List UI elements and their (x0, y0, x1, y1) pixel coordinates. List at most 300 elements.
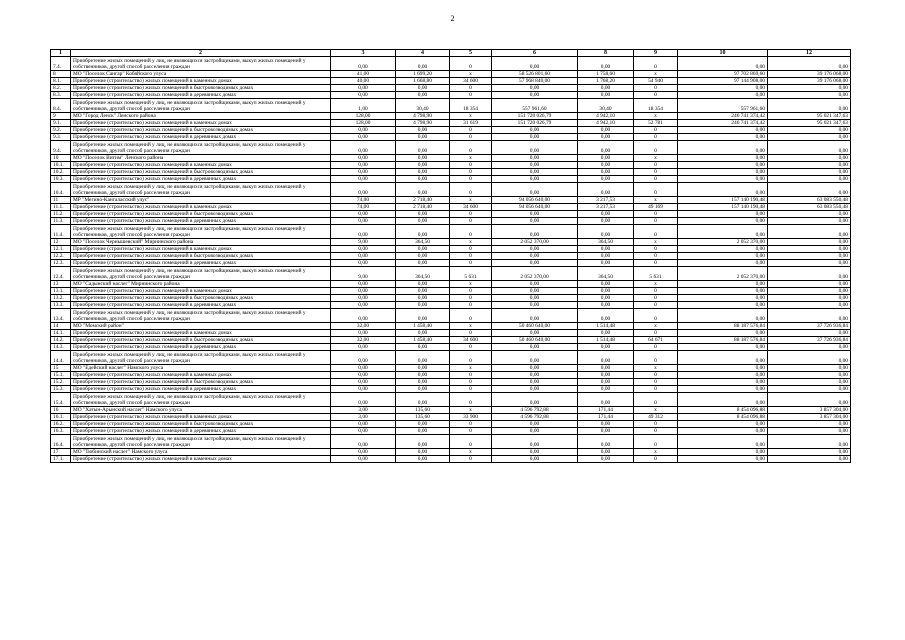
col-9-cell: 0 (634, 218, 678, 225)
table-row (51, 379, 851, 386)
col-9-cell: x (634, 239, 678, 246)
row-code-cell: 15.1. (51, 372, 71, 379)
col-3-cell: 0,00 (331, 379, 396, 386)
col-10-cell: 246 741 374,42 (678, 120, 768, 127)
col-9-cell: 0 (634, 141, 678, 155)
col-9-cell: 49 169 (634, 204, 678, 211)
description-cell: Приобретение жилых помещений у лиц, не являющихся застройщиками, выкуп жилых помещений у собственников, другой способ расселения граждан (71, 57, 331, 71)
row-code-cell: 13.4. (51, 309, 71, 323)
col-10-cell: 0,00 (678, 162, 768, 169)
col-9-cell: 0 (634, 435, 678, 449)
col-8-cell: 0,00 (578, 309, 634, 323)
col-9-cell: 52 781 (634, 120, 678, 127)
col-12-cell: 0,00 (768, 85, 851, 92)
description-cell: Приобретение (строительство) жилых помещений в каменных домах (71, 288, 331, 295)
row-code-cell: 10.1. (51, 162, 71, 169)
col-6-cell: 0,00 (492, 456, 578, 463)
col-3-cell: 0,00 (331, 309, 396, 323)
col-9-cell: 0 (634, 309, 678, 323)
page-number: 2 (450, 14, 455, 23)
col-10-cell: 0,00 (678, 365, 768, 372)
col-9-cell: 0 (634, 246, 678, 253)
row-code-cell: 8.2. (51, 85, 71, 92)
table-row (51, 127, 851, 134)
col-4-cell: 0,00 (396, 330, 450, 337)
col-10-cell: 88 187 576,84 (678, 337, 768, 344)
description-cell: Приобретение жилых помещений у лиц, не являющихся застройщиками, выкуп жилых помещений у собственников, другой способ расселения граждан (71, 141, 331, 155)
table-row (51, 435, 851, 449)
col-5-cell: 18 354 (450, 99, 492, 113)
col-4-cell: 364,50 (396, 267, 450, 281)
col-4-cell: 0,00 (396, 449, 450, 456)
row-code-cell: 9.1. (51, 120, 71, 127)
row-code-cell: 10.2. (51, 169, 71, 176)
col-3-cell: 0,00 (331, 260, 396, 267)
table-row (51, 120, 851, 127)
col-4-cell: 0,00 (396, 246, 450, 253)
col-10-cell: 0,00 (678, 155, 768, 162)
col-3-cell: 0,00 (331, 428, 396, 435)
col-4-cell: 1 699,20 (396, 71, 450, 78)
col-10-cell: 0,00 (678, 435, 768, 449)
col-10-cell: 0,00 (678, 141, 768, 155)
col-5-cell: 0 (450, 428, 492, 435)
col-10-cell: 157 140 190,48 (678, 204, 768, 211)
description-cell: Приобретение (строительство) жилых помещений в деревянных домах (71, 218, 331, 225)
description-cell: МР "Мегино-Кангаласский улус" (71, 197, 331, 204)
col-3-cell: 0,00 (331, 246, 396, 253)
col-9-cell: x (634, 281, 678, 288)
col-5-cell: x (450, 281, 492, 288)
col-12-cell: 0,00 (768, 134, 851, 141)
col-3-cell: 3,00 (331, 414, 396, 421)
col-9-cell: x (634, 197, 678, 204)
table-row (51, 225, 851, 239)
col-4-cell: 0,00 (396, 211, 450, 218)
col-5-cell: 0 (450, 456, 492, 463)
col-8-cell: 0,00 (578, 260, 634, 267)
col-5-cell: 0 (450, 211, 492, 218)
row-code-cell: 16.1. (51, 414, 71, 421)
col-5-cell: 0 (450, 85, 492, 92)
description-cell: Приобретение жилых помещений у лиц, не являющихся застройщиками, выкуп жилых помещений у собственников, другой способ расселения граждан (71, 225, 331, 239)
col-6-cell: 0,00 (492, 211, 578, 218)
col-12-cell: 3 857 304,00 (768, 407, 851, 414)
description-cell: Приобретение (строительство) жилых помещений в быстровозводимых домах (71, 295, 331, 302)
col-3-cell: 0,00 (331, 127, 396, 134)
col-4-cell: 30,40 (396, 99, 450, 113)
col-4-cell: 0,00 (396, 421, 450, 428)
col-10-cell: 0,00 (678, 379, 768, 386)
col-10-cell: 0,00 (678, 134, 768, 141)
table-row (51, 386, 851, 393)
col-5-cell: x (450, 113, 492, 120)
table-row (51, 85, 851, 92)
table-row (51, 204, 851, 211)
description-cell: Приобретение (строительство) жилых помещений в быстровозводимых домах (71, 211, 331, 218)
col-3-cell: 0,00 (331, 281, 396, 288)
table-row (51, 344, 851, 351)
col-4-cell: 2 718,40 (396, 197, 450, 204)
row-code-cell: 9.3. (51, 134, 71, 141)
col-3-cell: 0,00 (331, 183, 396, 197)
table-row (51, 218, 851, 225)
col-5-cell: 0 (450, 92, 492, 99)
table-row (51, 260, 851, 267)
col-8-cell: 0,00 (578, 428, 634, 435)
description-cell: МО "Тюбинский наслег" Намского улуса (71, 449, 331, 456)
table-row (51, 211, 851, 218)
col-12-cell: 39 176 068,00 (768, 71, 851, 78)
description-cell: Приобретение (строительство) жилых помещений в каменных домах (71, 162, 331, 169)
row-code-cell: 14.1. (51, 330, 71, 337)
col-3-cell: 0,00 (331, 134, 396, 141)
col-6-cell: 2 052 370,00 (492, 239, 578, 246)
col-8-cell: 0,00 (578, 351, 634, 365)
col-3-cell: 0,00 (331, 386, 396, 393)
col-8-cell: 0,00 (578, 183, 634, 197)
col-6-cell: 0,00 (492, 85, 578, 92)
col-5-cell: 0 (450, 330, 492, 337)
row-code-cell: 16.2. (51, 421, 71, 428)
table-row (51, 302, 851, 309)
row-code-cell: 9 (51, 113, 71, 120)
col-9-cell: 0 (634, 57, 678, 71)
col-10-cell: 0,00 (678, 288, 768, 295)
col-4-cell: 1 668,80 (396, 78, 450, 85)
col-4-cell: 0,00 (396, 386, 450, 393)
col-9-cell: 18 354 (634, 99, 678, 113)
col-12-cell: 95 021 347,63 (768, 113, 851, 120)
col-9-cell: 0 (634, 288, 678, 295)
col-8-cell: 364,50 (578, 239, 634, 246)
description-cell: МО "Хатын-Арынский наслег" Намского улуса (71, 407, 331, 414)
col-3-cell: 0,00 (331, 211, 396, 218)
col-5-cell: 0 (450, 302, 492, 309)
col-9-cell: 0 (634, 260, 678, 267)
col-9-cell: 0 (634, 169, 678, 176)
col-6-cell: 557 961,60 (492, 99, 578, 113)
col-3-cell: 0,00 (331, 421, 396, 428)
col-9-cell: 0 (634, 330, 678, 337)
col-12-cell: 37 726 936,84 (768, 337, 851, 344)
col-5-cell: 0 (450, 218, 492, 225)
col-3-cell: 0,00 (331, 456, 396, 463)
col-4-cell: 4 798,90 (396, 113, 450, 120)
col-9-cell: 0 (634, 183, 678, 197)
row-code-cell: 14.2. (51, 337, 71, 344)
table-row (51, 323, 851, 330)
col-5-cell: 0 (450, 225, 492, 239)
col-3-cell: 0,00 (331, 141, 396, 155)
col-8-cell: 0,00 (578, 85, 634, 92)
table-row (51, 421, 851, 428)
col-12-cell: 0,00 (768, 267, 851, 281)
col-10-cell: 0,00 (678, 169, 768, 176)
col-6-cell: 151 720 026,79 (492, 120, 578, 127)
col-8-cell: 30,40 (578, 99, 634, 113)
description-cell: Приобретение (строительство) жилых помещений в деревянных домах (71, 134, 331, 141)
description-cell: Приобретение жилых помещений у лиц, не являющихся застройщиками, выкуп жилых помещений у собственников, другой способ расселения граждан (71, 183, 331, 197)
col-10-cell: 0,00 (678, 127, 768, 134)
col-5-cell: 34 600 (450, 204, 492, 211)
table-row (51, 365, 851, 372)
col-6-cell: 0,00 (492, 134, 578, 141)
col-9-cell: 0 (634, 302, 678, 309)
row-code-cell: 8.1. (51, 78, 71, 85)
col-3-cell: 32,00 (331, 323, 396, 330)
col-4-cell: 0,00 (396, 365, 450, 372)
col-6-cell: 0,00 (492, 218, 578, 225)
row-code-cell: 12.4. (51, 267, 71, 281)
col-8-cell: 3 217,53 (578, 197, 634, 204)
col-8-cell: 0,00 (578, 127, 634, 134)
col-12-cell: 0,00 (768, 393, 851, 407)
col-9-cell: 0 (634, 421, 678, 428)
col-5-cell: x (450, 449, 492, 456)
col-8-cell: 0,00 (578, 302, 634, 309)
table-row (51, 288, 851, 295)
col-6-cell: 0,00 (492, 295, 578, 302)
col-12-cell: 63 083 550,48 (768, 204, 851, 211)
col-3-cell: 1,00 (331, 99, 396, 113)
col-6-cell: 0,00 (492, 372, 578, 379)
col-8-cell: 0,00 (578, 169, 634, 176)
col-4-cell: 0,00 (396, 309, 450, 323)
col-9-cell: x (634, 365, 678, 372)
col-3-cell: 32,00 (331, 337, 396, 344)
description-cell: Приобретение (строительство) жилых помещений в каменных домах (71, 204, 331, 211)
row-code-cell: 10.3. (51, 176, 71, 183)
row-code-cell: 14.3. (51, 344, 71, 351)
col-10-cell: 0,00 (678, 92, 768, 99)
col-5-cell: 34 600 (450, 78, 492, 85)
col-12-cell: 37 726 936,84 (768, 323, 851, 330)
row-code-cell: 14.4. (51, 351, 71, 365)
col-6-cell: 0,00 (492, 162, 578, 169)
column-header: 5 (450, 50, 492, 57)
table-row (51, 176, 851, 183)
col-8-cell: 1 514,48 (578, 337, 634, 344)
col-8-cell: 0,00 (578, 92, 634, 99)
col-12-cell: 0,00 (768, 57, 851, 71)
col-10-cell: 0,00 (678, 176, 768, 183)
col-3-cell: 0,00 (331, 92, 396, 99)
col-8-cell: 364,50 (578, 267, 634, 281)
col-9-cell: 0 (634, 428, 678, 435)
col-5-cell: x (450, 407, 492, 414)
col-12-cell: 0,00 (768, 456, 851, 463)
col-4-cell: 0,00 (396, 155, 450, 162)
col-6-cell: 94 056 640,00 (492, 197, 578, 204)
col-10-cell: 0,00 (678, 456, 768, 463)
row-code-cell: 13.3. (51, 302, 71, 309)
col-8-cell: 0,00 (578, 246, 634, 253)
col-12-cell: 0,00 (768, 176, 851, 183)
table-row (51, 239, 851, 246)
col-10-cell: 8 454 096,88 (678, 407, 768, 414)
col-3-cell: 0,00 (331, 225, 396, 239)
col-4-cell: 0,00 (396, 351, 450, 365)
col-9-cell: 0 (634, 225, 678, 239)
col-6-cell: 0,00 (492, 421, 578, 428)
col-5-cell: 33 900 (450, 414, 492, 421)
col-10-cell: 0,00 (678, 225, 768, 239)
description-cell: Приобретение жилых помещений у лиц, не являющихся застройщиками, выкуп жилых помещений у собственников, другой способ расселения граждан (71, 99, 331, 113)
col-10-cell: 0,00 (678, 183, 768, 197)
col-9-cell: 0 (634, 456, 678, 463)
col-12-cell: 0,00 (768, 379, 851, 386)
col-6-cell: 0,00 (492, 428, 578, 435)
col-10-cell: 0,00 (678, 253, 768, 260)
col-4-cell: 0,00 (396, 281, 450, 288)
col-4-cell: 0,00 (396, 302, 450, 309)
description-cell: МО "Едейский наслег" Намского улуса (71, 365, 331, 372)
col-4-cell: 0,00 (396, 372, 450, 379)
col-8-cell: 0,00 (578, 211, 634, 218)
col-3-cell: 128,00 (331, 120, 396, 127)
col-10-cell: 0,00 (678, 351, 768, 365)
col-3-cell: 0,00 (331, 253, 396, 260)
col-12-cell: 0,00 (768, 99, 851, 113)
col-8-cell: 0,00 (578, 253, 634, 260)
col-9-cell: 0 (634, 162, 678, 169)
col-9-cell: 0 (634, 211, 678, 218)
col-9-cell: 0 (634, 351, 678, 365)
col-9-cell: 0 (634, 92, 678, 99)
col-6-cell: 0,00 (492, 127, 578, 134)
table-row (51, 295, 851, 302)
col-10-cell: 0,00 (678, 57, 768, 71)
col-12-cell: 0,00 (768, 365, 851, 372)
description-cell: Приобретение (строительство) жилых помещений в деревянных домах (71, 302, 331, 309)
col-8-cell: 1 768,20 (578, 78, 634, 85)
col-12-cell: 0,00 (768, 225, 851, 239)
col-6-cell: 58 526 801,60 (492, 71, 578, 78)
col-5-cell: 0 (450, 57, 492, 71)
col-4-cell: 0,00 (396, 169, 450, 176)
col-9-cell: 0 (634, 386, 678, 393)
col-6-cell: 0,00 (492, 246, 578, 253)
col-8-cell: 0,00 (578, 281, 634, 288)
col-5-cell: 0 (450, 344, 492, 351)
col-5-cell: 0 (450, 246, 492, 253)
col-4-cell: 0,00 (396, 218, 450, 225)
col-3-cell: 0,00 (331, 155, 396, 162)
col-12-cell: 0,00 (768, 435, 851, 449)
col-8-cell: 3 217,53 (578, 204, 634, 211)
row-code-cell: 11.3. (51, 218, 71, 225)
col-6-cell: 94 056 640,00 (492, 204, 578, 211)
col-3-cell: 0,00 (331, 351, 396, 365)
col-5-cell: 0 (450, 176, 492, 183)
col-5-cell: 0 (450, 162, 492, 169)
col-6-cell: 0,00 (492, 183, 578, 197)
table-row (51, 78, 851, 85)
description-cell: Приобретение (строительство) жилых помещений в каменных домах (71, 246, 331, 253)
col-4-cell: 135,60 (396, 407, 450, 414)
row-code-cell: 12.2. (51, 253, 71, 260)
row-code-cell: 12.3. (51, 260, 71, 267)
col-6-cell: 0,00 (492, 176, 578, 183)
col-10-cell: 8 454 096,88 (678, 414, 768, 421)
col-12-cell: 0,00 (768, 428, 851, 435)
col-6-cell: 0,00 (492, 225, 578, 239)
col-5-cell: 0 (450, 183, 492, 197)
row-code-cell: 9.4. (51, 141, 71, 155)
col-10-cell: 0,00 (678, 218, 768, 225)
col-5-cell: x (450, 197, 492, 204)
description-cell: Приобретение (строительство) жилых помещений в быстровозводимых домах (71, 169, 331, 176)
row-code-cell: 11.2. (51, 211, 71, 218)
col-4-cell: 0,00 (396, 134, 450, 141)
description-cell: Приобретение (строительство) жилых помещений в быстровозводимых домах (71, 421, 331, 428)
col-8-cell: 171,44 (578, 414, 634, 421)
col-9-cell: x (634, 71, 678, 78)
col-6-cell: 4 596 792,88 (492, 407, 578, 414)
col-3-cell: 0,00 (331, 435, 396, 449)
col-9-cell: 0 (634, 127, 678, 134)
description-cell: Приобретение жилых помещений у лиц, не являющихся застройщиками, выкуп жилых помещений у собственников, другой способ расселения граждан (71, 435, 331, 449)
col-8-cell: 0,00 (578, 379, 634, 386)
col-10-cell: 97 144 908,00 (678, 78, 768, 85)
table-row (51, 92, 851, 99)
row-code-cell: 16 (51, 407, 71, 414)
col-9-cell: x (634, 449, 678, 456)
col-9-cell: x (634, 407, 678, 414)
col-12-cell: 0,00 (768, 295, 851, 302)
col-5-cell: 0 (450, 127, 492, 134)
col-8-cell: 0,00 (578, 449, 634, 456)
col-6-cell: 0,00 (492, 288, 578, 295)
col-6-cell: 0,00 (492, 260, 578, 267)
col-4-cell: 0,00 (396, 379, 450, 386)
col-12-cell: 0,00 (768, 302, 851, 309)
col-12-cell: 0,00 (768, 183, 851, 197)
col-9-cell: 54 940 (634, 78, 678, 85)
col-9-cell: 0 (634, 253, 678, 260)
col-9-cell: 0 (634, 372, 678, 379)
row-code-cell: 12 (51, 239, 71, 246)
col-6-cell: 0,00 (492, 309, 578, 323)
col-5-cell: 0 (450, 253, 492, 260)
col-5-cell: 5 631 (450, 267, 492, 281)
description-cell: Приобретение (строительство) жилых помещений в деревянных домах (71, 386, 331, 393)
col-4-cell: 135,60 (396, 414, 450, 421)
col-8-cell: 0,00 (578, 176, 634, 183)
col-3-cell: 74,00 (331, 204, 396, 211)
col-6-cell: 50 460 640,00 (492, 323, 578, 330)
row-code-cell: 16.3. (51, 428, 71, 435)
col-8-cell: 0,00 (578, 134, 634, 141)
col-6-cell: 0,00 (492, 351, 578, 365)
col-8-cell: 0,00 (578, 225, 634, 239)
col-12-cell: 0,00 (768, 253, 851, 260)
col-12-cell: 0,00 (768, 246, 851, 253)
col-6-cell: 0,00 (492, 330, 578, 337)
col-3-cell: 0,00 (331, 393, 396, 407)
col-6-cell: 0,00 (492, 449, 578, 456)
col-6-cell: 50 460 640,00 (492, 337, 578, 344)
description-cell: МО "Садынский наслег" Мирнинского района (71, 281, 331, 288)
row-code-cell: 14 (51, 323, 71, 330)
col-3-cell: 0,00 (331, 85, 396, 92)
col-3-cell: 0,00 (331, 218, 396, 225)
col-4-cell: 0,00 (396, 288, 450, 295)
row-code-cell: 17 (51, 449, 71, 456)
col-12-cell: 0,00 (768, 141, 851, 155)
col-9-cell: x (634, 323, 678, 330)
